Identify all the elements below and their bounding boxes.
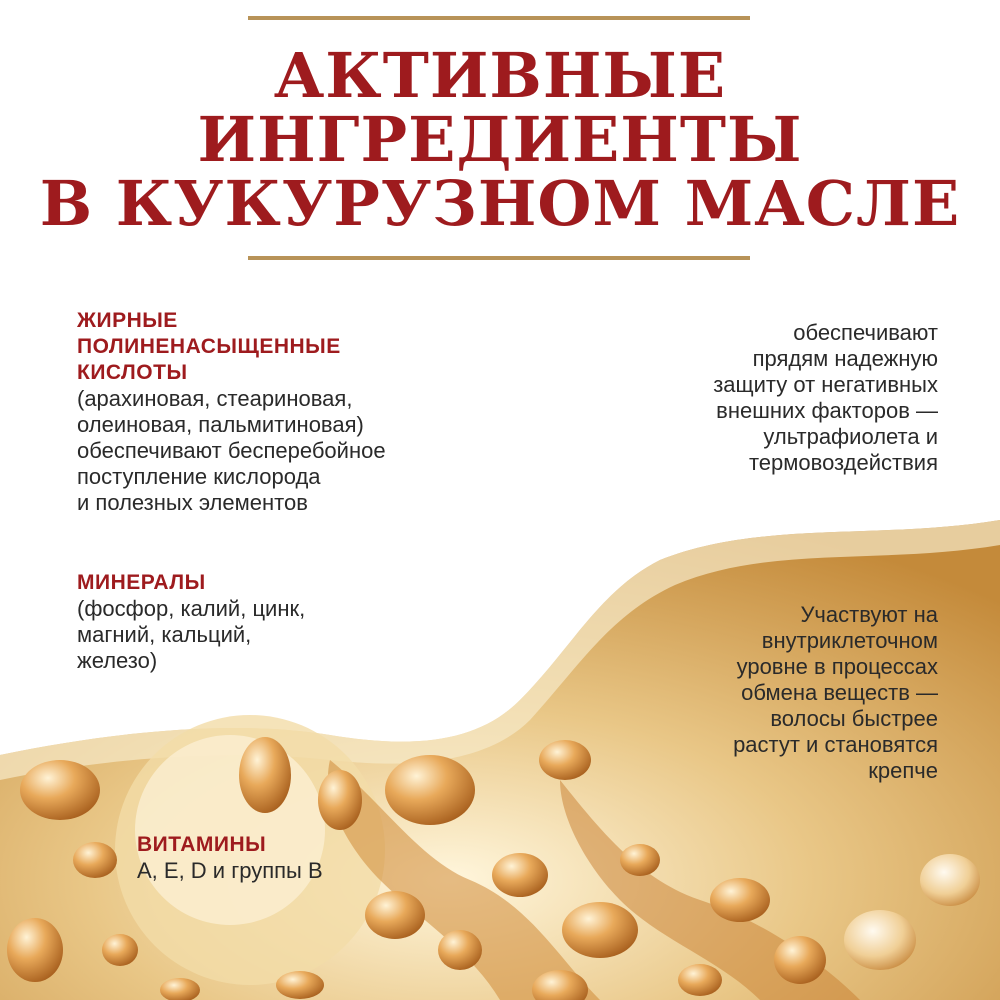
benefit-text: ультрафиолета и [763, 424, 938, 449]
benefit-text: крепче [868, 758, 938, 783]
section-text: магний, кальций, [77, 622, 252, 647]
benefit-text: уровне в процессах [736, 654, 938, 679]
benefit-text: волосы быстрее [770, 706, 938, 731]
benefit-text: внешних факторов — [716, 398, 938, 423]
title-line: В КУКУРУЗНОМ МАСЛЕ [39, 167, 961, 240]
section-heading: КИСЛОТЫ [77, 361, 188, 384]
benefit-text: обмена веществ — [741, 680, 938, 705]
vitamins-block [137, 832, 323, 884]
benefit-text: внутриклеточном [761, 628, 938, 653]
title-line: АКТИВНЫЕ [273, 39, 727, 112]
minerals-benefit [733, 602, 938, 784]
section-heading: МИНЕРАЛЫ [77, 571, 206, 594]
benefit-text: Участвуют на [800, 602, 938, 627]
fatty-acids-benefit [713, 320, 938, 476]
page-title [0, 39, 1000, 240]
section-text: A, E, D и группы B [137, 858, 323, 883]
minerals-block [77, 570, 305, 674]
section-text: (фосфор, калий, цинк, [77, 596, 306, 621]
benefit-text: прядям надежную [752, 346, 938, 371]
benefit-text: термовоздействия [748, 450, 938, 475]
benefit-text: растут и становятся [733, 732, 938, 757]
section-text: (арахиновая, стеариновая, [77, 386, 353, 411]
fatty-acids-block [77, 308, 386, 516]
bottom-divider [248, 256, 750, 260]
section-text: и полезных элементов [77, 490, 308, 515]
section-heading: ВИТАМИНЫ [137, 833, 267, 856]
section-text: поступление кислорода [77, 464, 321, 489]
section-text: олеиновая, пальмитиновая) [77, 412, 364, 437]
top-divider [248, 16, 750, 20]
section-heading: ЖИРНЫЕ [77, 309, 178, 332]
benefit-text: защиту от негативных [713, 372, 938, 397]
section-heading: ПОЛИНЕНАСЫЩЕННЫЕ [77, 335, 341, 358]
benefit-text: обеспечивают [793, 320, 938, 345]
title-line: ИНГРЕДИЕНТЫ [197, 103, 803, 176]
section-text: железо) [77, 648, 158, 673]
section-text: обеспечивают бесперебойное [77, 438, 386, 463]
